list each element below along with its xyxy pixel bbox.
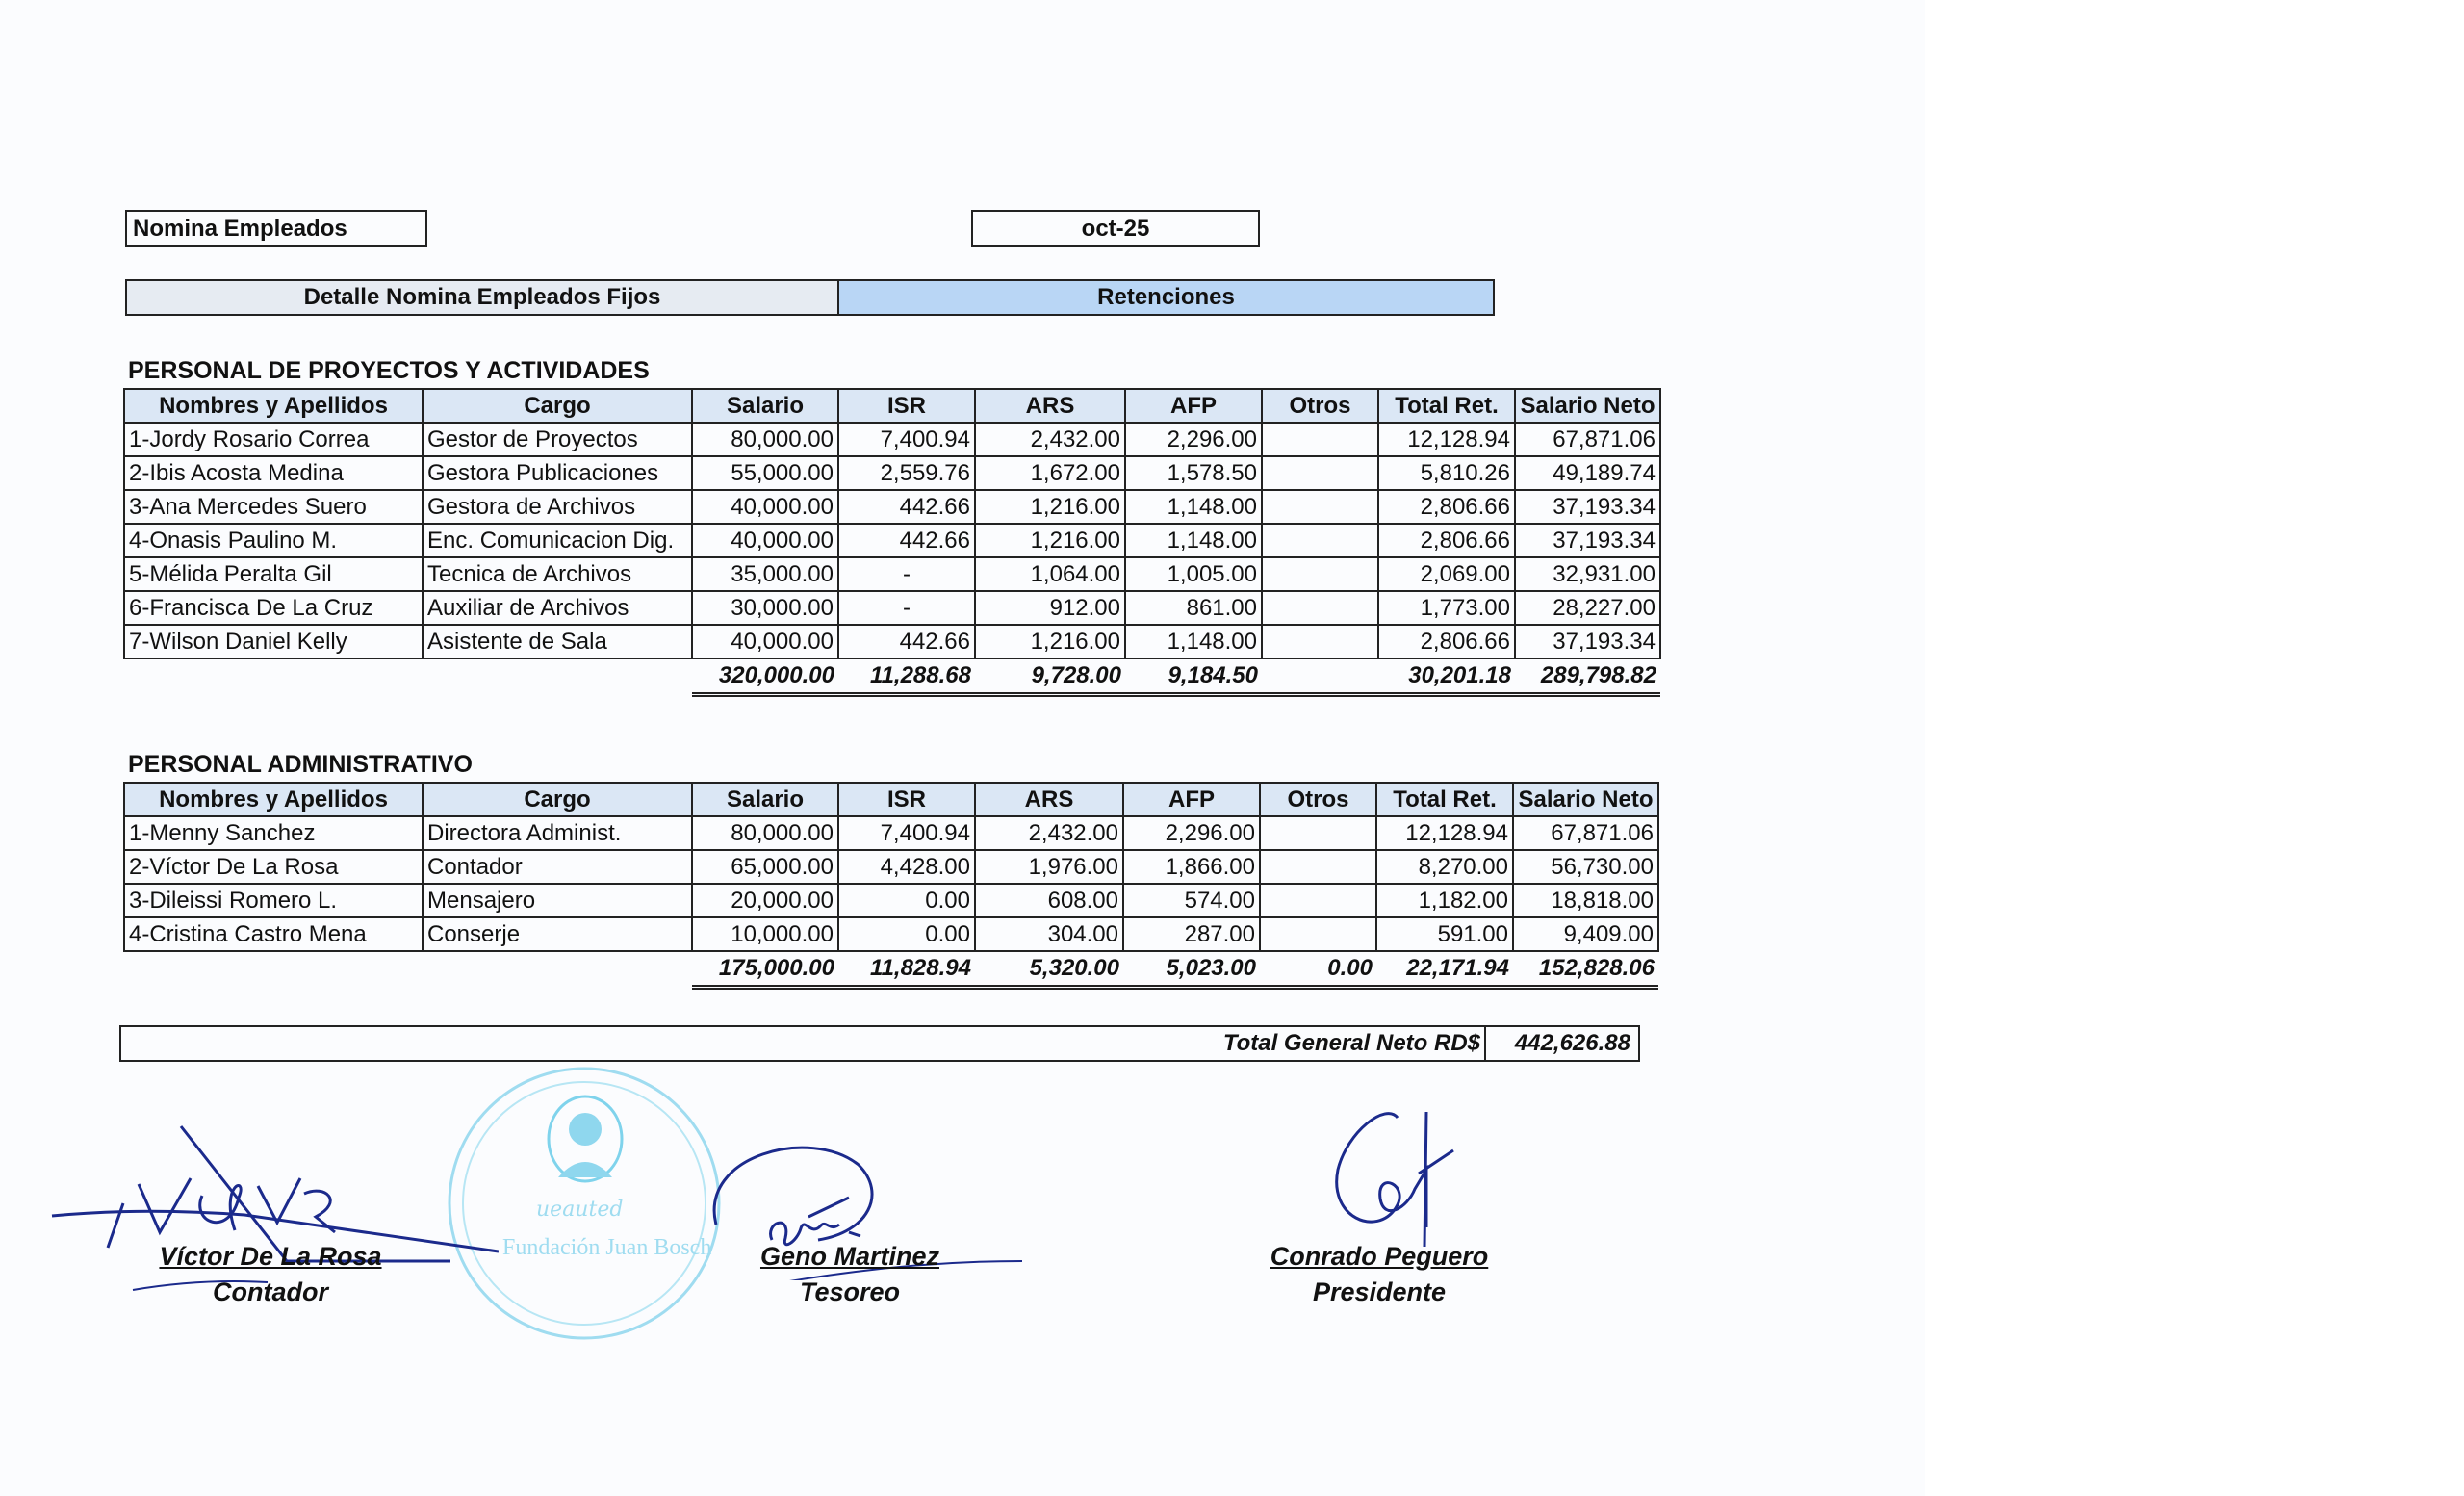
table-cell: 10,000.00: [692, 917, 838, 951]
table-cell: Gestora de Archivos: [423, 490, 692, 524]
column-header: Otros: [1260, 783, 1376, 816]
table-cell: 37,193.34: [1515, 625, 1660, 658]
table-cell: 861.00: [1125, 591, 1262, 625]
table-cell: 4,428.00: [838, 850, 975, 884]
grand-total-label: Total General Neto RD$: [1222, 1030, 1480, 1056]
table-cell: 2,296.00: [1125, 423, 1262, 456]
table-cell: 1-Menny Sanchez: [124, 816, 423, 850]
total-cell: 11,288.68: [838, 658, 975, 695]
table-row: [124, 850, 1658, 884]
table-cell: Tecnica de Archivos: [423, 557, 692, 591]
section2-table: [123, 782, 1659, 990]
column-header: Nombres y Apellidos: [124, 783, 423, 816]
table-row: [124, 816, 1658, 850]
table-cell: 1,578.50: [1125, 456, 1262, 490]
column-header: ARS: [975, 389, 1125, 423]
table-cell: 56,730.00: [1513, 850, 1658, 884]
signer-name: Geno Martinez: [759, 1242, 940, 1271]
table-cell: 2,296.00: [1123, 816, 1260, 850]
table-cell: 591.00: [1376, 917, 1513, 951]
table-cell: Gestora Publicaciones: [423, 456, 692, 490]
signature-block-contador: [141, 1242, 400, 1307]
table-cell: 40,000.00: [692, 490, 838, 524]
total-cell: 30,201.18: [1378, 658, 1515, 695]
table-cell: 32,931.00: [1515, 557, 1660, 591]
column-header: AFP: [1125, 389, 1262, 423]
table-cell: 912.00: [975, 591, 1125, 625]
table-cell: 67,871.06: [1513, 816, 1658, 850]
table-cell: 442.66: [838, 490, 975, 524]
column-header: Salario Neto: [1515, 389, 1660, 423]
table-cell: 1-Jordy Rosario Correa: [124, 423, 423, 456]
table-cell: 80,000.00: [692, 816, 838, 850]
table-cell: 65,000.00: [692, 850, 838, 884]
table-cell: Asistente de Sala: [423, 625, 692, 658]
banner-detail: Detalle Nomina Empleados Fijos: [127, 281, 839, 314]
banner-retenciones: Retenciones: [839, 281, 1493, 314]
total-cell: 289,798.82: [1515, 658, 1660, 695]
section2-title: PERSONAL ADMINISTRATIVO: [128, 751, 473, 778]
table-cell: 0.00: [838, 917, 975, 951]
table-cell: Conserje: [423, 917, 692, 951]
column-header: AFP: [1123, 783, 1260, 816]
period-label: oct-25: [1081, 215, 1150, 242]
table-row: [124, 884, 1658, 917]
table-cell: 7-Wilson Daniel Kelly: [124, 625, 423, 658]
table-cell: Contador: [423, 850, 692, 884]
grand-total-value: 442,626.88: [1484, 1027, 1638, 1060]
table-cell: 2,806.66: [1378, 625, 1515, 658]
table-cell: -: [838, 591, 975, 625]
table-cell: [1262, 591, 1378, 625]
table-cell: 18,818.00: [1513, 884, 1658, 917]
table-row: [124, 591, 1660, 625]
column-header: ARS: [975, 783, 1123, 816]
table-cell: 5,810.26: [1378, 456, 1515, 490]
table-row: [124, 524, 1660, 557]
period-box: [971, 210, 1260, 247]
table-cell: 9,409.00: [1513, 917, 1658, 951]
sheet-title-box: [125, 210, 427, 247]
table-cell: 2,069.00: [1378, 557, 1515, 591]
table-cell: 304.00: [975, 917, 1123, 951]
column-header: Salario: [692, 389, 838, 423]
column-header: Cargo: [423, 389, 692, 423]
column-header: Salario Neto: [1513, 783, 1658, 816]
signer-name: Conrado Peguero: [1270, 1242, 1489, 1271]
total-cell: 175,000.00: [692, 951, 838, 988]
column-header: ISR: [838, 389, 975, 423]
table-cell: 12,128.94: [1378, 423, 1515, 456]
section1-table: [123, 388, 1661, 697]
table-cell: 1,866.00: [1123, 850, 1260, 884]
table-cell: [1260, 884, 1376, 917]
section-banner: [125, 279, 1495, 316]
grand-total-box: [119, 1025, 1640, 1062]
table-cell: 4-Cristina Castro Mena: [124, 917, 423, 951]
table-cell: [1262, 524, 1378, 557]
table-row: [124, 423, 1660, 456]
signer-role: Tesoreo: [799, 1277, 901, 1306]
table-cell: 287.00: [1123, 917, 1260, 951]
column-header: Nombres y Apellidos: [124, 389, 423, 423]
table-cell: 1,148.00: [1125, 625, 1262, 658]
table-cell: 28,227.00: [1515, 591, 1660, 625]
table-cell: Directora Administ.: [423, 816, 692, 850]
table-cell: -: [838, 557, 975, 591]
table-cell: 1,773.00: [1378, 591, 1515, 625]
column-header: Salario: [692, 783, 838, 816]
table-cell: 1,976.00: [975, 850, 1123, 884]
table-cell: [1260, 816, 1376, 850]
table-cell: 80,000.00: [692, 423, 838, 456]
table-cell: 7,400.94: [838, 816, 975, 850]
total-cell: 320,000.00: [692, 658, 838, 695]
table-cell: 2,432.00: [975, 816, 1123, 850]
total-cell: 9,184.50: [1125, 658, 1262, 695]
table-cell: 7,400.94: [838, 423, 975, 456]
total-cell: 11,828.94: [838, 951, 975, 988]
section1-title: PERSONAL DE PROYECTOS Y ACTIVIDADES: [128, 357, 650, 384]
table-cell: 442.66: [838, 625, 975, 658]
table-cell: 1,216.00: [975, 490, 1125, 524]
table-cell: 8,270.00: [1376, 850, 1513, 884]
signature-block-presidente: [1240, 1242, 1519, 1307]
table-cell: 1,672.00: [975, 456, 1125, 490]
table-cell: 2,806.66: [1378, 490, 1515, 524]
table-row: [124, 456, 1660, 490]
table-cell: 2,559.76: [838, 456, 975, 490]
table-cell: 608.00: [975, 884, 1123, 917]
table-cell: 442.66: [838, 524, 975, 557]
signer-role: Contador: [213, 1277, 328, 1306]
total-cell: 9,728.00: [975, 658, 1125, 695]
totals-spacer: [124, 951, 692, 988]
column-header: Total Ret.: [1376, 783, 1513, 816]
column-header: Cargo: [423, 783, 692, 816]
table-cell: 20,000.00: [692, 884, 838, 917]
total-cell: 5,023.00: [1123, 951, 1260, 988]
table-cell: Gestor de Proyectos: [423, 423, 692, 456]
totals-row: [124, 658, 1660, 695]
seal-text: Fundación Juan Bosch: [502, 1235, 712, 1260]
total-cell: 5,320.00: [975, 951, 1123, 988]
table-cell: 2-Víctor De La Rosa: [124, 850, 423, 884]
table-cell: 49,189.74: [1515, 456, 1660, 490]
table-cell: 37,193.34: [1515, 524, 1660, 557]
table-cell: 1,216.00: [975, 524, 1125, 557]
table-cell: 1,005.00: [1125, 557, 1262, 591]
table-cell: 2-Ibis Acosta Medina: [124, 456, 423, 490]
table-row: [124, 490, 1660, 524]
table-cell: 40,000.00: [692, 524, 838, 557]
table-cell: 1,216.00: [975, 625, 1125, 658]
table-cell: 30,000.00: [692, 591, 838, 625]
table-cell: [1262, 456, 1378, 490]
table-cell: 35,000.00: [692, 557, 838, 591]
table-cell: 4-Onasis Paulino M.: [124, 524, 423, 557]
signature-block-tesorero: [720, 1242, 980, 1307]
table-row: [124, 625, 1660, 658]
table-cell: 67,871.06: [1515, 423, 1660, 456]
table-cell: 1,148.00: [1125, 490, 1262, 524]
table-row: [124, 557, 1660, 591]
table-cell: 1,182.00: [1376, 884, 1513, 917]
column-header: Total Ret.: [1378, 389, 1515, 423]
table-cell: 40,000.00: [692, 625, 838, 658]
table-cell: 12,128.94: [1376, 816, 1513, 850]
table-cell: 3-Dileissi Romero L.: [124, 884, 423, 917]
table-cell: 6-Francisca De La Cruz: [124, 591, 423, 625]
header-row: [124, 389, 1660, 423]
table-cell: 37,193.34: [1515, 490, 1660, 524]
table-cell: Mensajero: [423, 884, 692, 917]
table-cell: Enc. Comunicacion Dig.: [423, 524, 692, 557]
total-cell: 22,171.94: [1376, 951, 1513, 988]
table-cell: 1,064.00: [975, 557, 1125, 591]
table-cell: 2,432.00: [975, 423, 1125, 456]
table-cell: [1262, 423, 1378, 456]
totals-row: [124, 951, 1658, 988]
signer-name: Víctor De La Rosa: [159, 1242, 382, 1271]
table-cell: [1260, 917, 1376, 951]
table-cell: Auxiliar de Archivos: [423, 591, 692, 625]
table-cell: 3-Ana Mercedes Suero: [124, 490, 423, 524]
table-cell: [1262, 557, 1378, 591]
totals-spacer: [124, 658, 692, 695]
table-cell: 2,806.66: [1378, 524, 1515, 557]
table-cell: [1262, 490, 1378, 524]
table-cell: 574.00: [1123, 884, 1260, 917]
table-cell: 5-Mélida Peralta Gil: [124, 557, 423, 591]
signer-role: Presidente: [1312, 1277, 1447, 1306]
total-cell: 0.00: [1260, 951, 1376, 988]
sheet-title: Nomina Empleados: [133, 215, 347, 242]
table-cell: [1262, 625, 1378, 658]
total-cell: [1262, 658, 1378, 695]
header-row: [124, 783, 1658, 816]
svg-text:ueauted: ueauted: [536, 1198, 624, 1222]
table-row: [124, 917, 1658, 951]
table-cell: 55,000.00: [692, 456, 838, 490]
total-cell: 152,828.06: [1513, 951, 1658, 988]
table-cell: [1260, 850, 1376, 884]
column-header: Otros: [1262, 389, 1378, 423]
table-cell: 1,148.00: [1125, 524, 1262, 557]
column-header: ISR: [838, 783, 975, 816]
table-cell: 0.00: [838, 884, 975, 917]
